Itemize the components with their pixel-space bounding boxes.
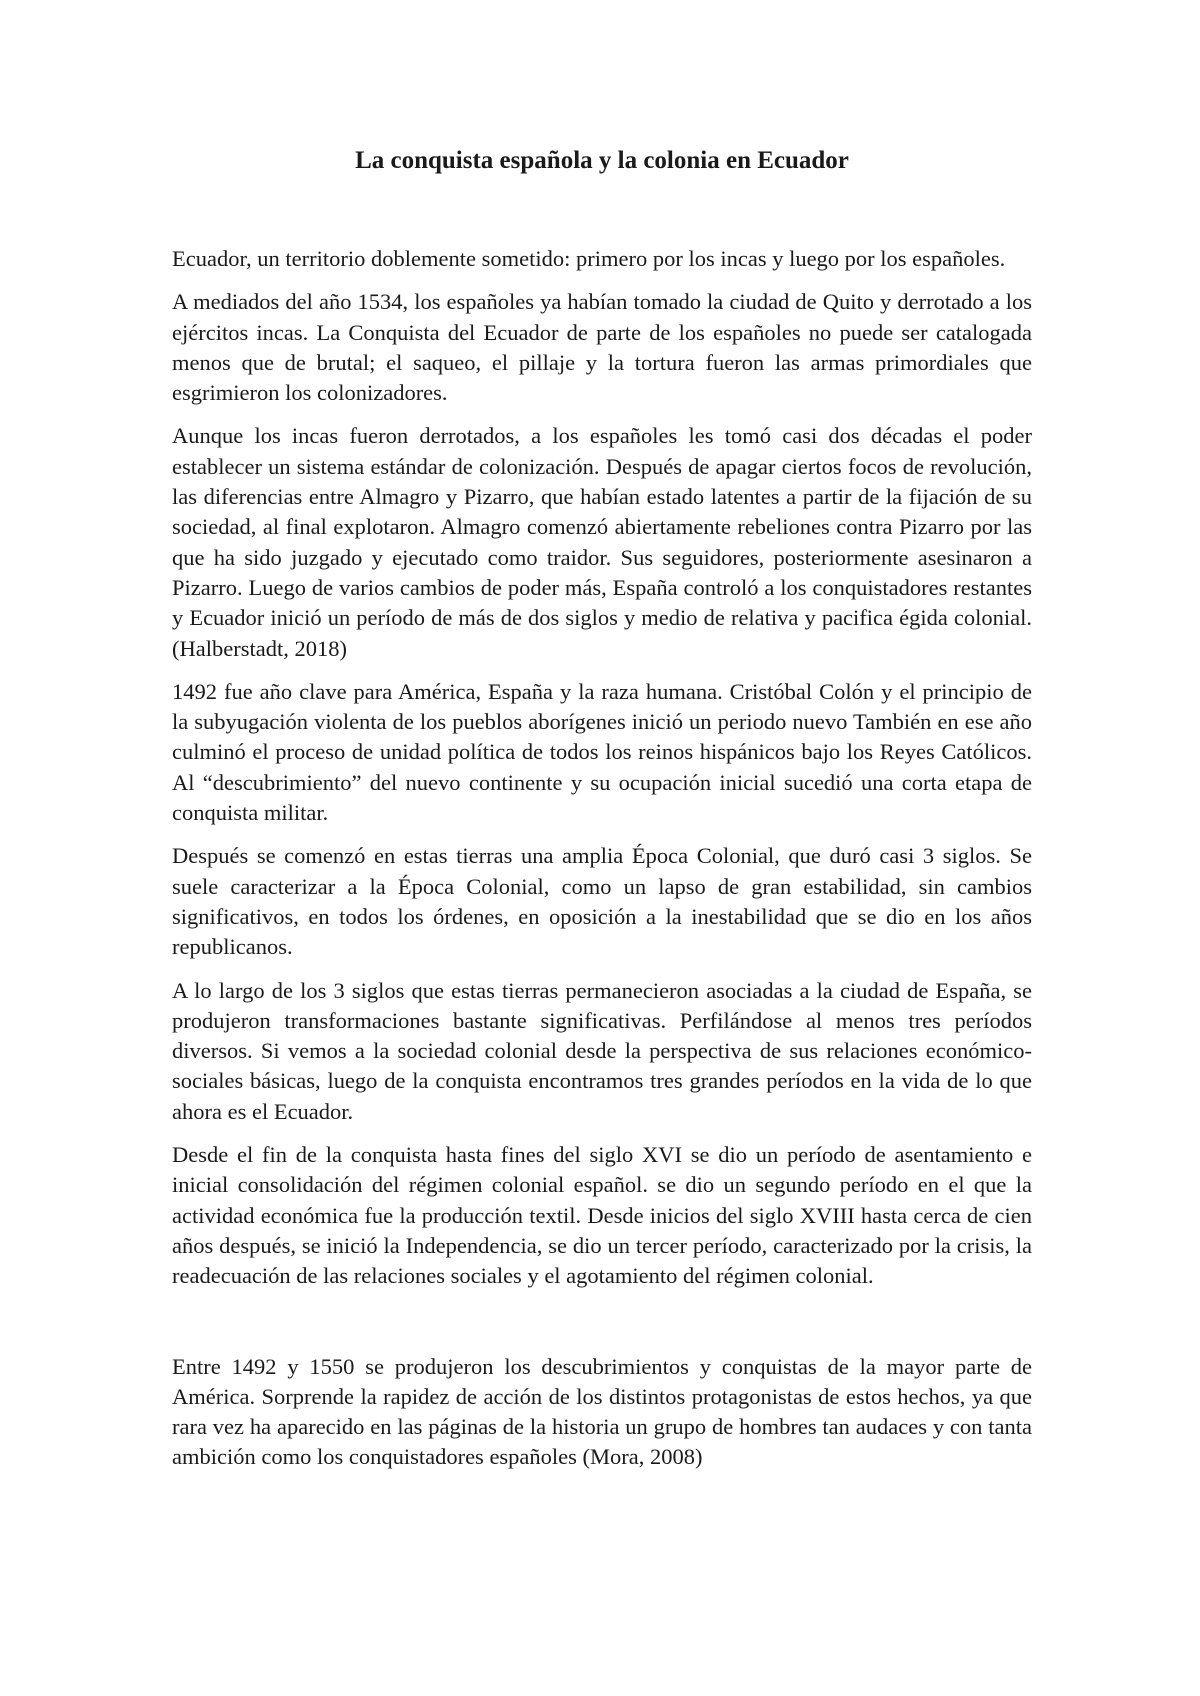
paragraph-1492-1550: Entre 1492 y 1550 se produjeron los descubrimientos y conquistas de la mayor parte de América. Sorprende la rapidez de acción de los distintos protagonistas de estos hechos, ya que rara vez ha aparecido en las páginas de la historia un grupo de hombres tan audaces y con tanta ambición como los conquistadores españoles (Mora, 2008) — [172, 1353, 1032, 1470]
paragraph-three-periods: A lo largo de los 3 siglos que estas tierras permanecieron asociadas a la ciudad de España, se produjeron transformaciones bastante significativas. Perfilándose al menos tres períodos diversos. Si vemos a la sociedad colonial desde la perspectiva de sus relaciones económico-sociales básicas, luego de la conquista encontramos tres grandes períodos en la vida de lo que ahora es el Ecuador. — [172, 977, 1032, 1124]
paragraph-periods-detail: Desde el fin de la conquista hasta fines del siglo XVI se dio un período de asentamiento e inicial consolidación del régimen colonial español. se dio un segundo período en el que la actividad económica fue la producción textil. Desde inicios del siglo XVIII hasta cerca de cien años después, se inició la Independencia, se dio un tercer período, caracterizado por la crisis, la readecuación de las relaciones sociales y el agotamiento del régimen colonial. — [172, 1142, 1032, 1289]
paragraph-colonial-era: Después se comenzó en estas tierras una amplia Época Colonial, que duró casi 3 siglos. Se suele caracterizar a la Época Colonial, como un lapso de gran estabilidad, sin cambios significativos, en todos los órdenes, en oposición a la inestabilidad que se dio en los años republicanos. — [172, 843, 1032, 960]
paragraph-1492: 1492 fue año clave para América, España y la raza humana. Cristóbal Colón y el principio de la subyugación violenta de los pueblos aborígenes inició un periodo nuevo También en ese año culminó el proceso de unidad política de todos los reinos hispánicos bajo los Reyes Católicos. Al “descubrimiento” del nuevo continente y su ocupación inicial sucedió una corta etapa de conquista militar. — [172, 678, 1032, 826]
document-body — [172, 244, 1032, 1486]
paragraph-quito-1534: A mediados del año 1534, los españoles ya habían tomado la ciudad de Quito y derrotado a los ejércitos incas. La Conquista del Ecuador de parte de los españoles no puede ser catalogada menos que de brutal; el saqueo, el pillaje y la tortura fueron las armas primordiales que esgrimieron los colonizadores. — [172, 289, 1032, 406]
page-title: La conquista española y la colonia en Ecuador — [355, 147, 849, 174]
paragraph-intro: Ecuador, un territorio doblemente sometido: primero por los incas y luego por los españoles. — [172, 246, 1006, 271]
paragraph-colonization-system: Aunque los incas fueron derrotados, a los españoles les tomó casi dos décadas el poder establecer un sistema estándar de colonización. Después de apagar ciertos focos de revolución, las diferencias entre Almagro y Pizarro, que habían estado latentes a partir de la fijación de su sociedad, al final explotaron. Almagro comenzó abiertamente rebeliones contra Pizarro por las que ha sido juzgado y ejecutado como traidor. Sus seguidores, posteriormente asesinaron a Pizarro. Luego de varios cambios de poder más, España controló a los conquistadores restantes y Ecuador inició un período de más de dos siglos y medio de relativa y pacifica égida colonial. (Halberstadt, 2018) — [172, 423, 1032, 661]
